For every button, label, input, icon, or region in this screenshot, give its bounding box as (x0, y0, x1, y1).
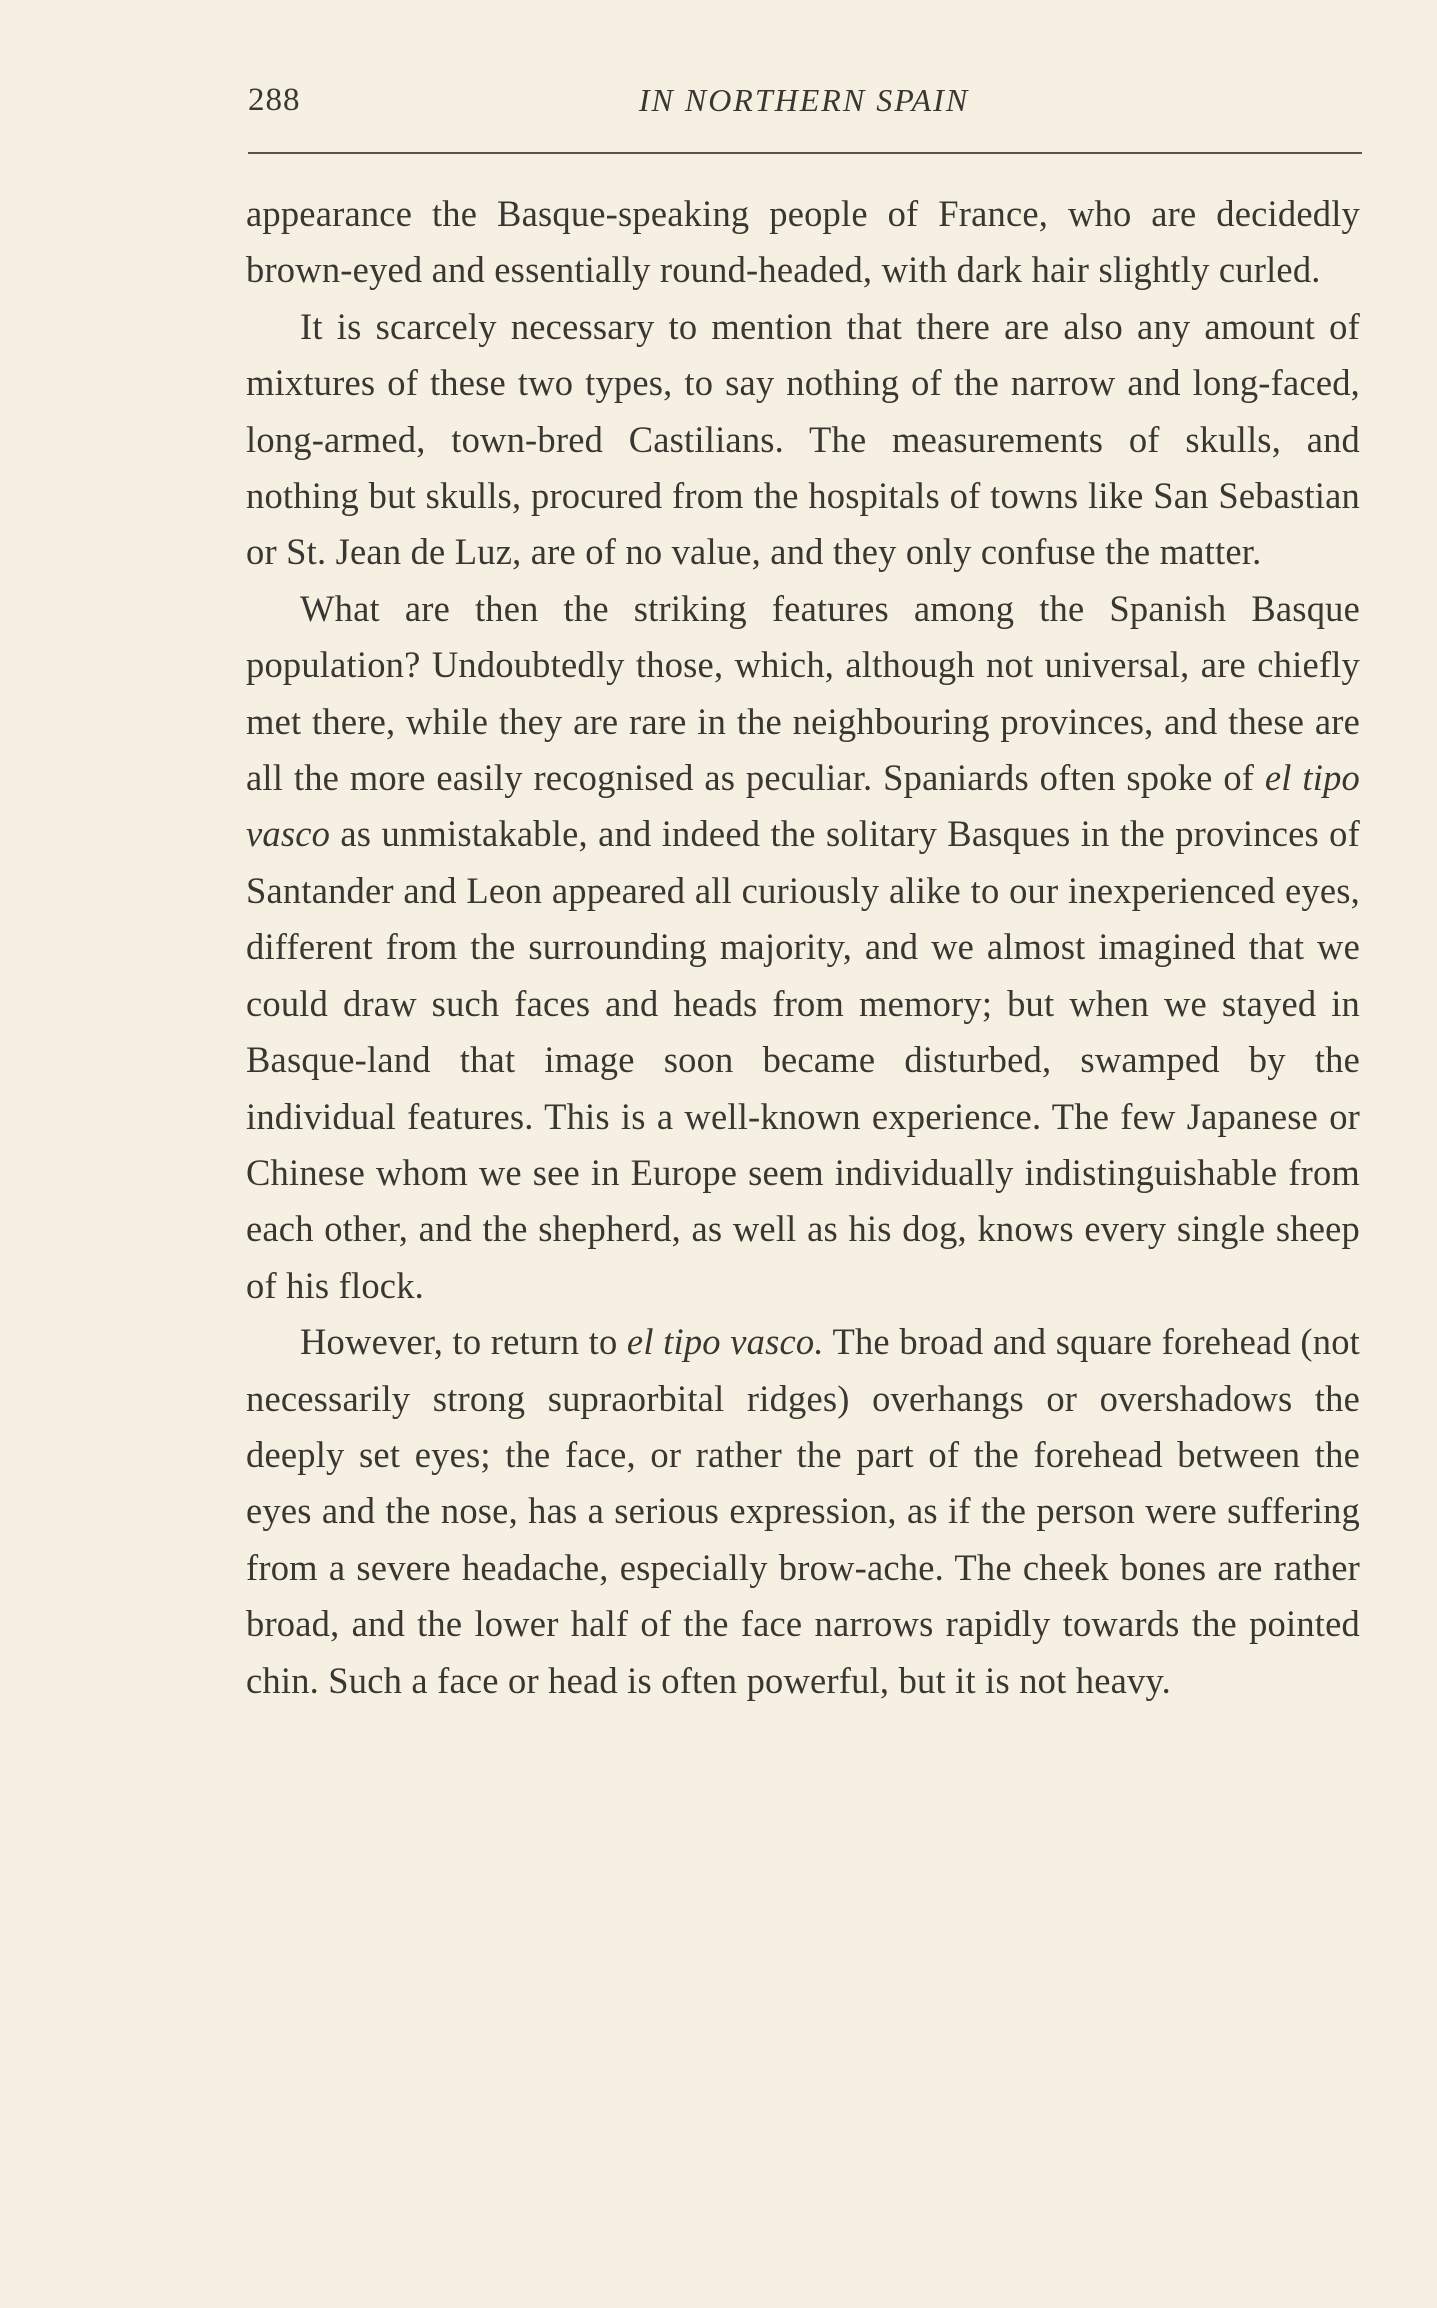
paragraph-text: as unmistakable, and indeed the solitary Basques in the provinces of Santander and Leon appeared all curiously alike to our inexperienced eyes, different from the surrounding majority, and we almost imagined that we could draw such faces and heads from memory; but when we stayed in Basque-land that image soon became disturbed, swamped by the individual features. This is a well-known experience. The few Japanese or Chinese whom we see in Europe seem individually indistinguishable from each other, and the shepherd, as well as his dog, knows every single sheep of his flock. (246, 813, 1360, 1306)
body-text (246, 186, 1360, 1709)
paragraph-mixtures (246, 299, 1360, 581)
paragraph-text: appearance the Basque-speaking people of France, who are decidedly brown-eyed and essentially round-headed, with dark hair slightly curled. (246, 193, 1360, 291)
header-rule (248, 152, 1362, 154)
paragraph-text: However, to return to (300, 1321, 627, 1363)
paragraph-text: It is scarcely necessary to mention that there are also any amount of mixtures of these two types, to say nothing of the narrow and long-faced, long-armed, town-bred Castilians. The measurements of skulls, and nothing but skulls, procured from the hospitals of towns like San Sebastian or St. Jean de Luz, are of no value, and they only confuse the matter. (246, 305, 1360, 573)
page-number: 288 (248, 82, 301, 118)
paragraph-tipo-vasco (246, 1314, 1360, 1709)
italic-phrase: el tipo vasco. (626, 1321, 824, 1363)
paragraph-text: The broad and square forehead (not necessarily strong supraorbital ridges) overhangs or overshadows the deeply set eyes; the face, or rather the part of the forehead between the eyes and the nose, has a serious expression, as if the person were suffering from a severe headache, especially brow-ache. The cheek bones are rather broad, and the lower half of the face narrows rapidly towards the pointed chin. Such a face or head is often powerful, but it is not heavy. (246, 1321, 1360, 1701)
paragraph-striking-features (246, 581, 1360, 1314)
italic-phrase: el tipo vasco (246, 757, 1360, 855)
paragraph-text: What are then the striking features among the Spanish Basque population? Undoubtedly those, which, although not universal, are chiefly met there, while they are rare in the neighbouring provinces, and these are all the more easily recognised as peculiar. Spaniards often spoke of (246, 587, 1360, 799)
paragraph-continuation (246, 186, 1360, 299)
running-title: IN NORTHERN SPAIN (638, 82, 970, 118)
running-head (248, 82, 1360, 132)
